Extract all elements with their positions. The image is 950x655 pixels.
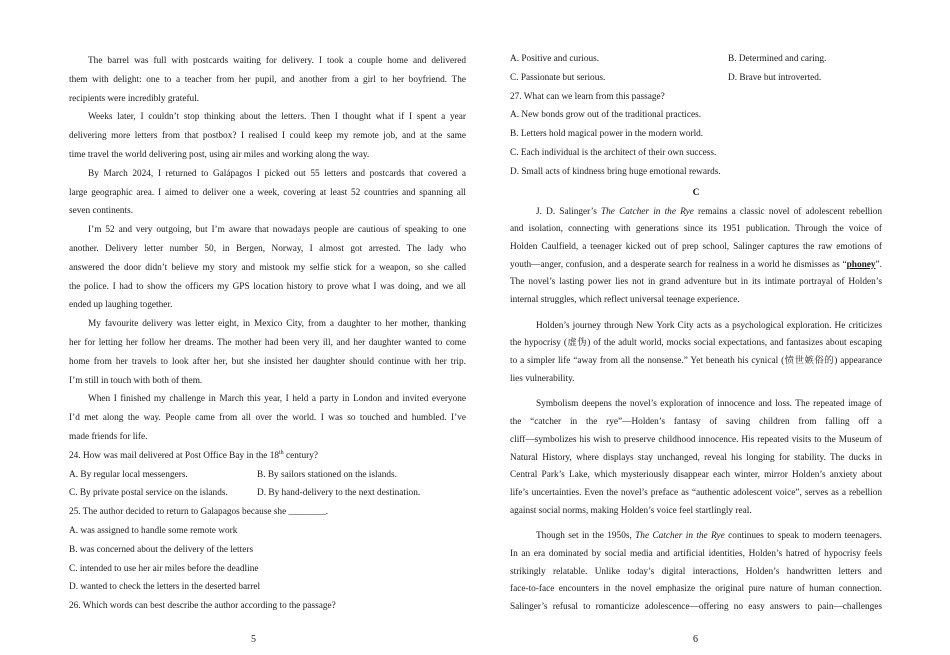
text-line: face-to-face encounters in the novel emphasize the original pure nature of human connection. bbox=[510, 584, 882, 595]
text-line: them with delight: one to a teacher from her pupil, and another from a girl to her boyfriend. The bbox=[69, 74, 466, 85]
answer-option: B. was concerned about the delivery of the letters bbox=[69, 544, 254, 555]
passage bbox=[510, 204, 882, 617]
question bbox=[69, 447, 466, 466]
paragraph bbox=[69, 221, 466, 315]
answer-option: C. Each individual is the architect of their own success. bbox=[510, 147, 717, 158]
answer-option: D. Brave but introverted. bbox=[728, 72, 822, 83]
answer-option: A. New bonds grow out of the traditional practices. bbox=[510, 110, 702, 121]
paragraph bbox=[69, 315, 466, 390]
text-run: ”. bbox=[875, 259, 882, 270]
answer-option: C. By private postal service on the islands. bbox=[69, 488, 228, 499]
text-line: When I finished my challenge in March this year, I held a party in London and invited everyone bbox=[88, 394, 466, 405]
answer-option: B. Letters hold magical power in the modern world. bbox=[510, 129, 704, 140]
text-line: The novel’s lasting power lies not in grand adventure but in its intimate portrayal of Holden’s bbox=[510, 277, 882, 288]
book-title: The Catcher in the Rye bbox=[635, 531, 725, 542]
text-line: internal struggles, which reflect universal teenage experience. bbox=[510, 295, 740, 306]
page-6 bbox=[510, 50, 882, 617]
answer-option: A. By regular local messengers. bbox=[69, 469, 188, 480]
text-line: Central Park’s Lake, which mysteriously disappear each winter, mirror Holden’s anxiety about bbox=[510, 470, 882, 481]
page-5 bbox=[69, 52, 466, 616]
text-line: delivering more letters from that postbox? I realised I could keep my remote job, and at the same bbox=[69, 131, 466, 142]
answer-option: D. Small acts of kindness bring huge emotional rewards. bbox=[510, 166, 721, 177]
text-run: 24. How was mail delivered at Post Office Bay in the 18 bbox=[69, 450, 279, 461]
text-line: ended up laughing together. bbox=[69, 300, 173, 311]
paragraph bbox=[69, 52, 466, 108]
paragraph bbox=[69, 108, 466, 164]
answer-option: A. Positive and curious. bbox=[510, 54, 600, 64]
text-run: remains a classic novel of adolescent rebellion bbox=[693, 206, 882, 217]
section-heading: C bbox=[692, 187, 700, 198]
text-line: Holden Caulfield, a teenager kicked out of prep school, Salinger captures the raw emotions of bbox=[510, 241, 882, 252]
text-line: another. Delivery letter number 50, in Bergen, Norway, I almost got arrested. The lady who bbox=[69, 243, 466, 254]
text-line: against social norms, making Holden’s voice feel startlingly real. bbox=[510, 505, 752, 516]
question: 25. The author decided to return to Galapagos because she ________. bbox=[69, 507, 329, 518]
paragraph-gap bbox=[510, 388, 882, 396]
paragraph bbox=[510, 396, 882, 520]
question: 26. Which words can best describe the author according to the passage? bbox=[69, 601, 336, 612]
text-line: made friends for life. bbox=[69, 431, 148, 442]
text-line: strikingly relatable. Unlike today’s digital interactions, Holden’s handwritten letters and bbox=[510, 566, 882, 577]
page-number: 6 bbox=[693, 634, 698, 645]
text-line: her for letting her follow her dreams. The mother had been very ill, and her daughter wanted to come bbox=[69, 337, 466, 348]
text-line: the police. I had to show the officers my GPS location history to prove what I was doing, and we all bbox=[69, 281, 466, 292]
paragraph-gap bbox=[510, 520, 882, 528]
answer-option: D. wanted to check the letters in the deserted barrel bbox=[69, 582, 261, 593]
option-row bbox=[510, 50, 882, 69]
text-line: recipients were incredibly grateful. bbox=[69, 93, 200, 104]
paragraph bbox=[69, 390, 466, 446]
option-row bbox=[510, 69, 882, 88]
option-row bbox=[69, 466, 466, 485]
text-line: Holden’s journey through New York City acts as a psychological exploration. He criticizes bbox=[536, 320, 882, 331]
paragraph bbox=[510, 204, 882, 310]
answer-option: B. Determined and caring. bbox=[728, 54, 827, 64]
paragraph bbox=[510, 318, 882, 389]
text-line: large geographic area. I aimed to deliver one a week, covering at least 52 countries and spanning all bbox=[69, 187, 466, 198]
text-line: Salinger’s refusal to romanticize adolescence—offering no easy answers to pain—challenges bbox=[510, 602, 882, 613]
text-line bbox=[510, 528, 882, 546]
text-line: and isolation, connecting with generations since its 1951 publication. Through the voice of bbox=[510, 224, 882, 235]
text-line: the “catcher in the rye”—Holden’s fantasy of saving children from falling off a bbox=[510, 417, 882, 428]
answer-option: D. By hand-delivery to the next destination. bbox=[257, 488, 421, 499]
text-line: Symbolism deepens the novel’s exploration of innocence and loss. The repeated image of bbox=[536, 399, 882, 410]
paragraph bbox=[510, 528, 882, 616]
text-line: I’m still in touch with both of them. bbox=[69, 375, 203, 386]
paragraph-gap bbox=[510, 310, 882, 318]
text-line: to a simpler life “away from all the nonsense.” Yet beneath his cynical (愤世嫉俗的) appearance bbox=[510, 356, 882, 367]
text-run: continues to speak to modern teenagers. bbox=[724, 531, 882, 542]
answer-option: C. intended to use her air miles before the deadline bbox=[69, 563, 259, 574]
text-run: J. D. Salinger’s bbox=[536, 206, 601, 217]
text-line: cliff—symbolizes his wish to preserve childhood innocence. His repeated visits to the Museum of bbox=[510, 434, 882, 445]
text-line bbox=[510, 204, 882, 222]
answer-option: A. was assigned to handle some remote work bbox=[69, 525, 238, 536]
paragraph bbox=[69, 165, 466, 221]
text-line: the hypocrisy (虚伪) of the adult world, mocks social expectations, and fantasizes about escaping bbox=[510, 338, 882, 349]
text-line: home from her travels to look after her, but she insisted her daughter should continue with her trip. bbox=[69, 356, 466, 367]
book-title: The Catcher in the Rye bbox=[600, 206, 694, 217]
text-run: youth—anger, confusion, and a desperate search for realness in a world he dismisses as “ bbox=[510, 259, 847, 270]
text-run: Though set in the 1950s, bbox=[536, 531, 636, 542]
answer-option: C. Passionate but serious. bbox=[510, 72, 606, 83]
text-line bbox=[510, 257, 882, 275]
text-line: life’s uncertainties. Even the novel’s preface as “authentic adolescent voice”, serves as a rebellion bbox=[510, 487, 882, 498]
question: 27. What can we learn from this passage? bbox=[510, 91, 665, 102]
superscript: th bbox=[279, 449, 284, 456]
text-line: I’d met along the way. People came from all over the world. I was so touched and humbled. I’ve bbox=[69, 413, 466, 424]
text-line: seven continents. bbox=[69, 206, 134, 217]
text-line: By March 2024, I returned to Galápagos I picked out 55 letters and postcards that covered a bbox=[88, 168, 466, 179]
text-run: century? bbox=[283, 450, 318, 461]
text-line: answered the door didn’t believe my story and mistook my selfie stick for a weapon, so she called bbox=[69, 262, 466, 273]
text-line: The barrel was full with postcards waiting for delivery. I took a couple home and delivered bbox=[88, 56, 466, 66]
text-line: My favourite delivery was letter eight, in Mexico City, from a daughter to her mother, thanking bbox=[88, 319, 466, 330]
answer-option: B. By sailors stationed on the islands. bbox=[257, 469, 397, 480]
text-line: In an era dominated by social media and artificial identities, Holden’s hatred of hypocrisy feels bbox=[510, 548, 882, 559]
option-row bbox=[69, 484, 466, 503]
page-number: 5 bbox=[251, 634, 256, 645]
text-line: Natural History, where displays stay unchanged, reveal his longing for stability. The ducks in bbox=[510, 452, 882, 463]
key-word: phoney bbox=[846, 259, 876, 270]
text-line: I’m 52 and very outgoing, but I’m aware that nowadays people are cautious of speaking to one bbox=[88, 225, 466, 236]
text-line: time travel the world delivering post, using air miles and working along the way. bbox=[69, 149, 370, 160]
text-line: Weeks later, I couldn’t stop thinking about the letters. Then I thought what if I spent a year bbox=[88, 112, 466, 123]
text-line: lies vulnerability. bbox=[510, 373, 575, 384]
